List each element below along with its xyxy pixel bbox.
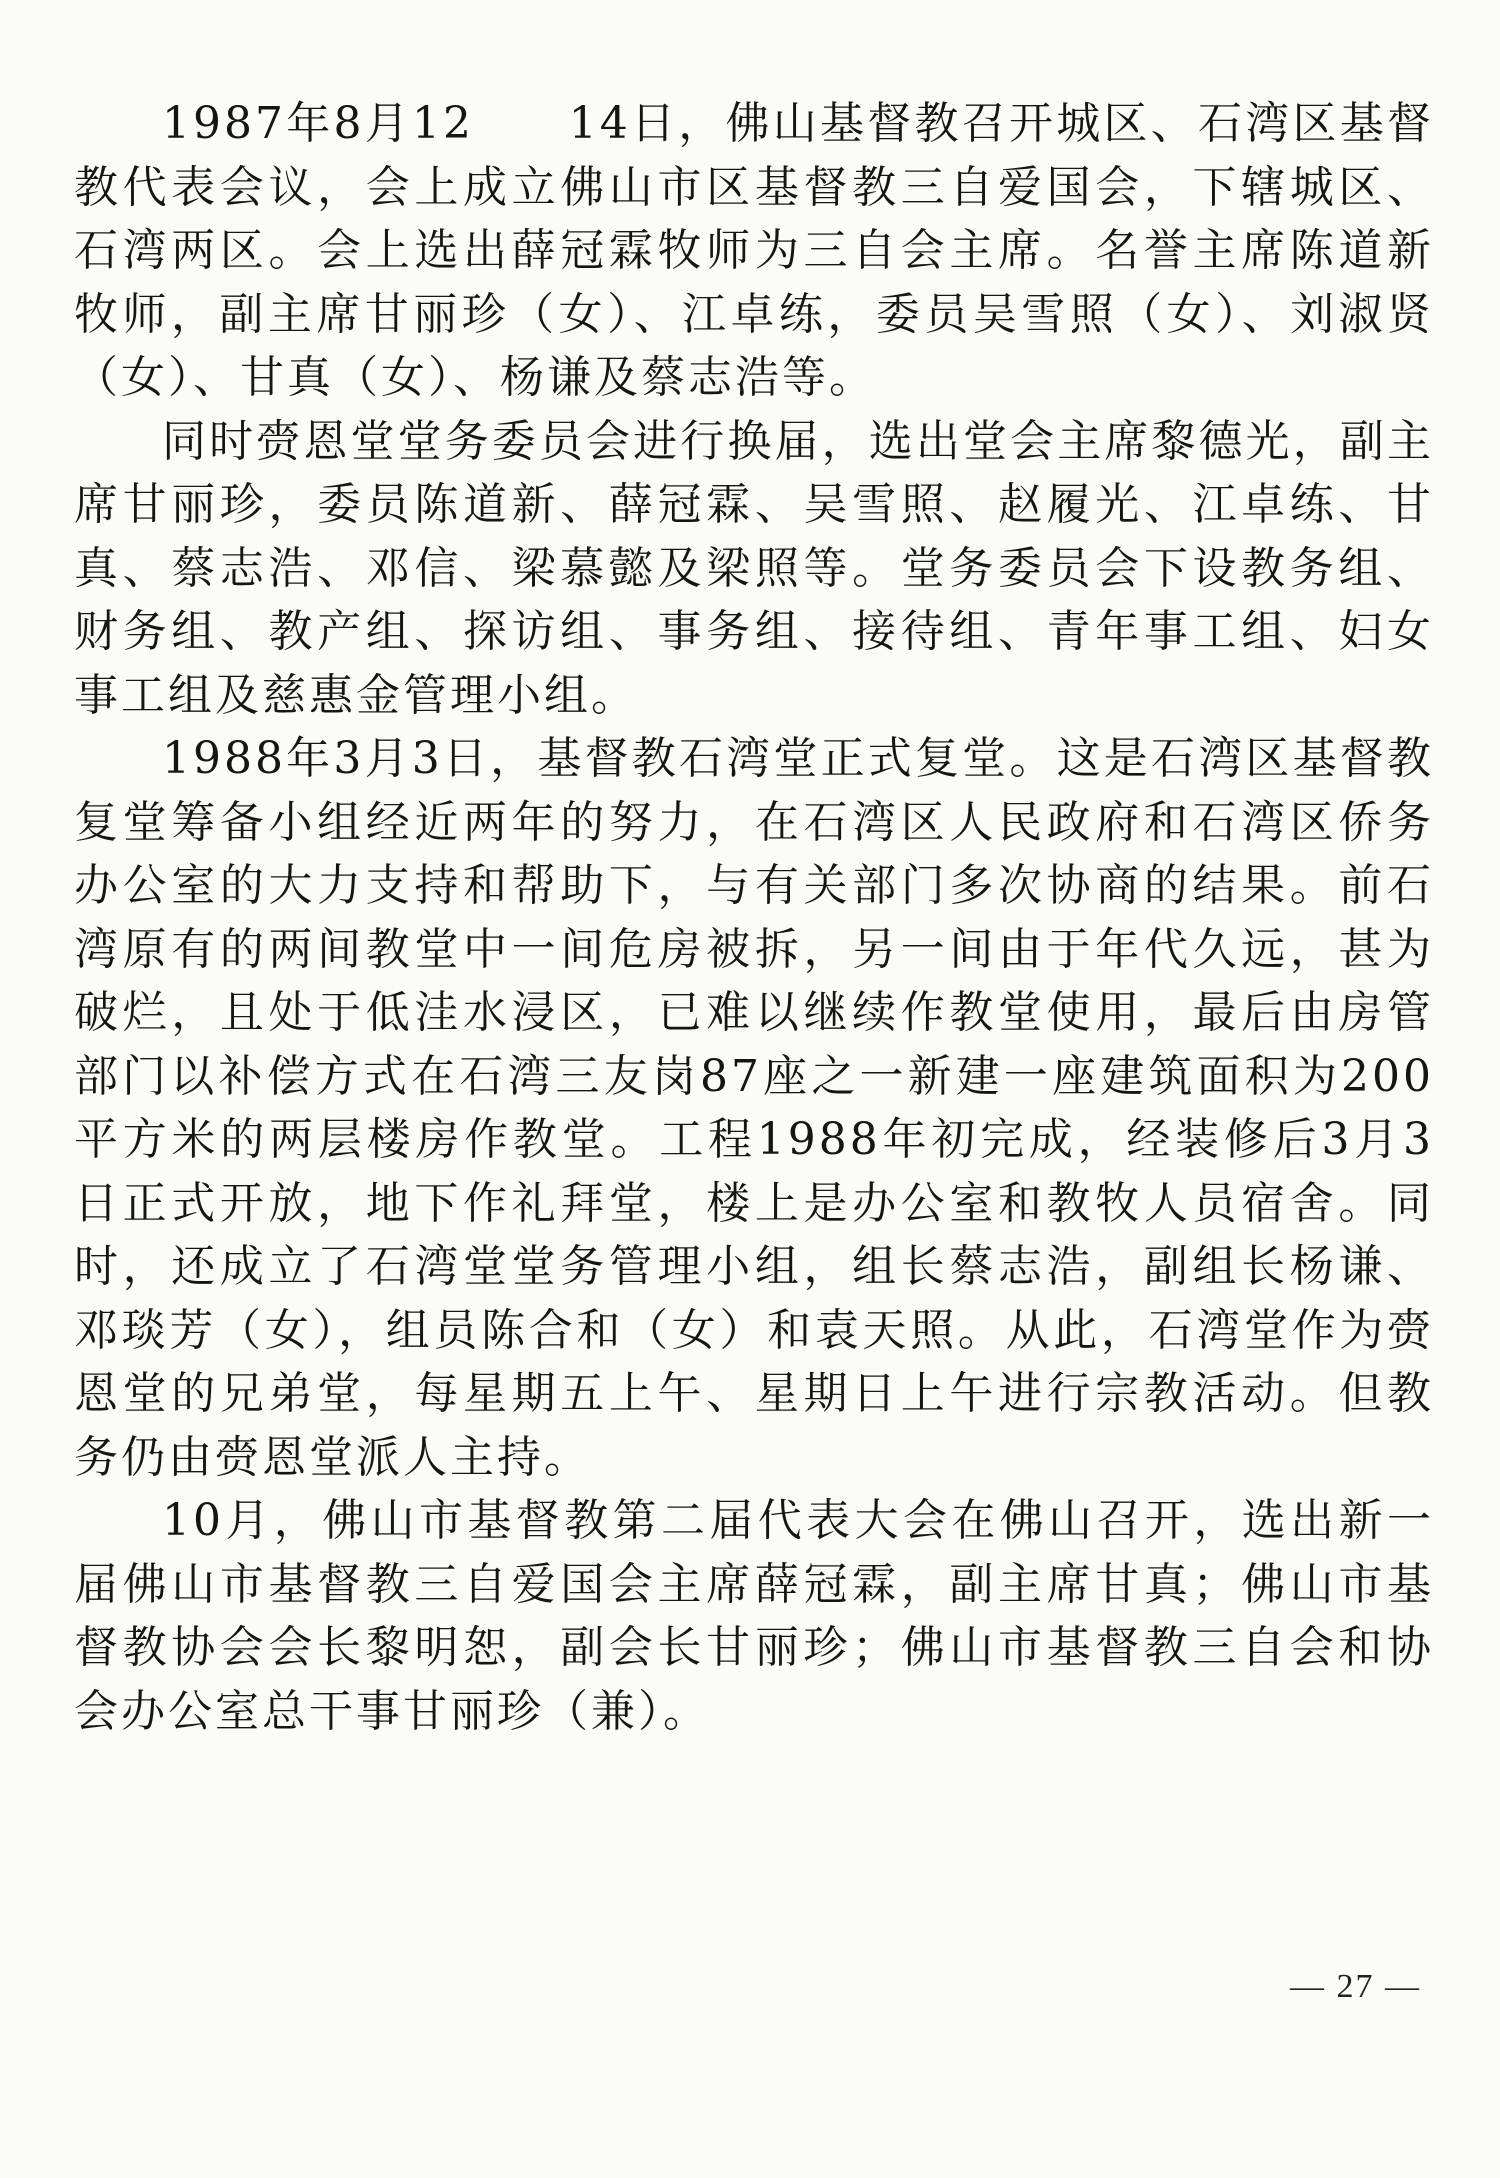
paragraph-1988-shiwan-church: 1988年3月3日，基督教石湾堂正式复堂。这是石湾区基督教复堂筹备小组经近两年的努力，在石湾区人民政府和石湾区侨务办公室的大力支持和帮助下，与有关部门多次协商的结果。前石湾原有的两间教堂中一间危房被拆，另一间由于年代久远，甚为破烂，且处于低洼水浸区，已难以继续作教堂使用，最后由房管部门以补偿方式在石湾三友岗87座之一新建一座建筑面积为200平方米的两层楼房作教堂。工程1988年初完成，经装修后3月3日正式开放，地下作礼拜堂，楼上是办公室和教牧人员宿舍。同时，还成立了石湾堂堂务管理小组，组长蔡志浩，副组长杨谦、邓琰芳（女），组员陈合和（女）和袁天照。从此，石湾堂作为赍恩堂的兄弟堂，每星期五上午、星期日上午进行宗教活动。但教务仍由赍恩堂派人主持。 [74,733,1434,1483]
page-number: — 27 — [1290,1968,1421,2005]
document-body [74,92,1434,1743]
paragraph-1987-meeting: 1987年8月12 14日，佛山基督教召开城区、石湾区基督教代表会议，会上成立佛山市区基督教三自爱国会，下辖城区、石湾两区。会上选出薛冠霖牧师为三自会主席。名誉主席陈道新牧师，副主席甘丽珍（女）、江卓练，委员吴雪照（女）、刘淑贤（女）、甘真（女）、杨谦及蔡志浩等。 [74,98,1434,403]
paragraph-church-committee: 同时赍恩堂堂务委员会进行换届，选出堂会主席黎德光，副主席甘丽珍，委员陈道新、薛冠霖、吴雪照、赵履光、江卓练、甘真、蔡志浩、邓信、梁慕懿及梁照等。堂务委员会下设教务组、财务组、教产组、探访组、事务组、接待组、青年事工组、妇女事工组及慈惠金管理小组。 [74,415,1434,721]
paragraph-october-congress: 10月，佛山市基督教第二届代表大会在佛山召开，选出新一届佛山市基督教三自爱国会主席薛冠霖，副主席甘真；佛山市基督教协会会长黎明恕，副会长甘丽珍；佛山市基督教三自会和协会办公室总干事甘丽珍（兼）。 [74,1495,1434,1737]
